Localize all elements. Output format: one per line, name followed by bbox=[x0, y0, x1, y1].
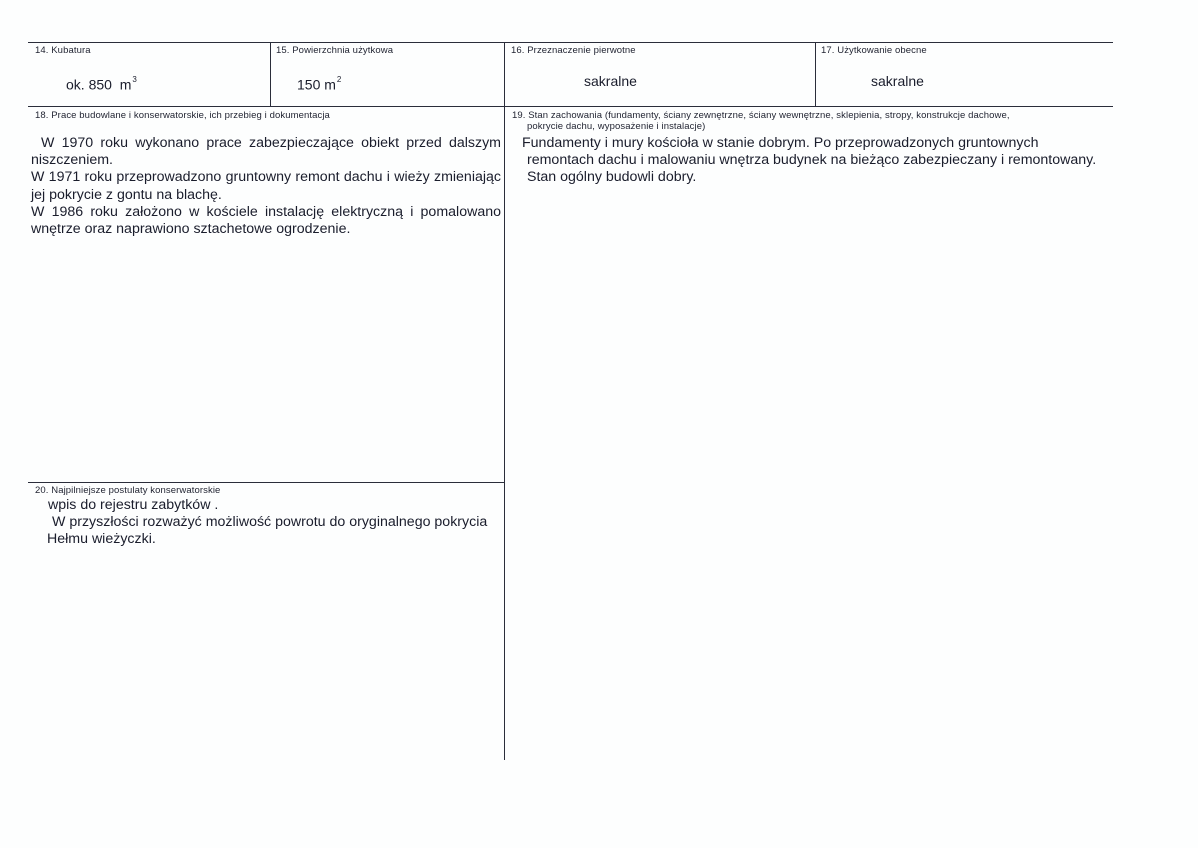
field-17-value: sakralne bbox=[871, 73, 924, 89]
field-16-value: sakralne bbox=[584, 73, 637, 89]
field-14-label: 14. Kubatura bbox=[35, 45, 91, 56]
field-19-line: Stan ogólny budowli dobry. bbox=[527, 169, 697, 186]
top-border bbox=[28, 42, 1113, 43]
field-15-label: 15. Powierzchnia użytkowa bbox=[276, 45, 394, 56]
field-19-line: Fundamenty i mury kościoła w stanie dobrym. Po przeprowadzonych gruntownych bbox=[522, 135, 1039, 151]
row-divider bbox=[28, 106, 1113, 107]
field-20-line: wpis do rejestru zabytków . bbox=[48, 497, 219, 513]
field-16-label: 16. Przeznaczenie pierwotne bbox=[511, 45, 636, 56]
divider-15-16 bbox=[504, 42, 505, 106]
field-18-paragraph: W 1971 roku przeprowadzono gruntowny remont dachu i wieży zmieniając jej pokrycie z gontu na blachę. bbox=[31, 169, 501, 203]
field-20-line: Hełmu wieżyczki. bbox=[47, 531, 156, 548]
divider-14-15 bbox=[270, 42, 271, 106]
field-14-value: ok. 850 $m^3$ bbox=[66, 75, 137, 93]
field-18-paragraph: W 1986 roku założono w kościele instalację elektryczną i pomalowano wnętrze oraz naprawiono sztachetowe ogrodzenie. bbox=[31, 203, 501, 238]
field-18-paragraph: W 1970 roku wykonano prace zabezpieczające obiekt przed dalszym niszczeniem. bbox=[31, 135, 501, 169]
field-18-text bbox=[31, 135, 501, 238]
field-19-label: 19. Stan zachowania (fundamenty, ściany zewnętrzne, ściany wewnętrzne, sklepienia, stropy, konstrukcje dachowe, pokrycie dachu, wyposażenie i instalacje) bbox=[512, 110, 1010, 132]
field-17-label: 17. Użytkowanie obecne bbox=[821, 45, 927, 56]
field-19-text bbox=[511, 135, 1111, 187]
field-19-line: remontach dachu i malowaniu wnętrza budynek na bieżąco zabezpieczany i remontowany. bbox=[527, 152, 1097, 169]
divider-18-20 bbox=[28, 482, 504, 483]
field-20-label: 20. Najpilniejsze postulaty konserwatorskie bbox=[35, 485, 221, 496]
field-20-line: W przyszłości rozważyć możliwość powrotu do oryginalnego pokrycia bbox=[52, 514, 488, 531]
field-20-text bbox=[47, 497, 502, 549]
divider-16-17 bbox=[815, 42, 816, 106]
field-18-label: 18. Prace budowlane i konserwatorskie, ich przebieg i dokumentacja bbox=[35, 110, 330, 121]
main-vertical-divider bbox=[504, 106, 505, 760]
field-15-value: 150 $m^2$ bbox=[297, 75, 342, 93]
